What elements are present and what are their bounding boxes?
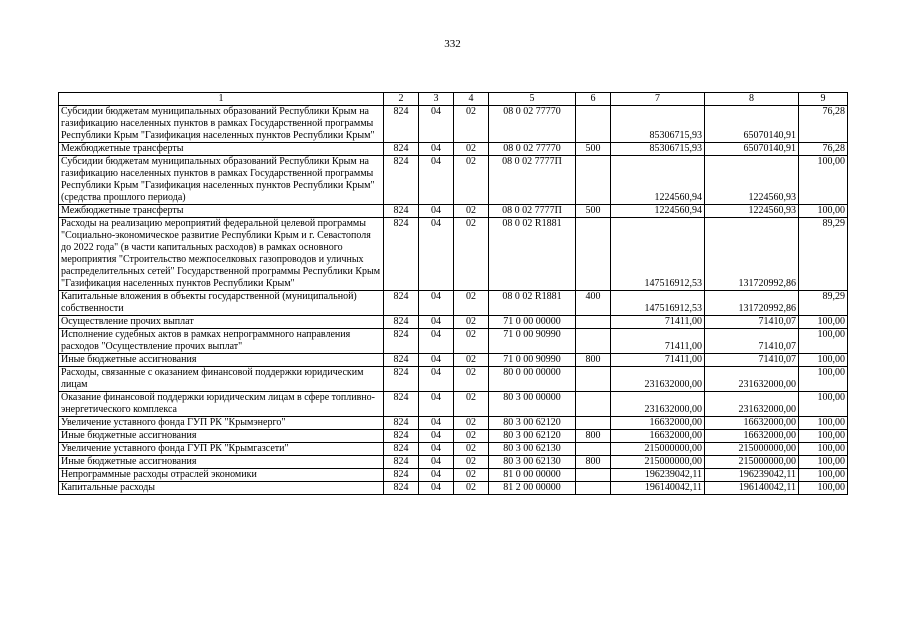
execution-percent: 76,28 <box>799 143 848 156</box>
subsection-code: 02 <box>454 316 489 329</box>
admin-code: 824 <box>384 329 419 354</box>
section-code: 04 <box>419 430 454 443</box>
planned-amount: 196140042,11 <box>611 482 705 495</box>
row-name: Увеличение уставного фонда ГУП РК "Крымэнерго" <box>59 417 384 430</box>
row-name: Капитальные вложения в объекты государственной (муниципальной) собственности <box>59 291 384 316</box>
section-code: 04 <box>419 482 454 495</box>
row-name: Иные бюджетные ассигнования <box>59 430 384 443</box>
row-name: Иные бюджетные ассигнования <box>59 354 384 367</box>
execution-percent: 100,00 <box>799 482 848 495</box>
expense-type-code: 800 <box>576 354 611 367</box>
executed-amount: 71410,07 <box>705 354 799 367</box>
target-article-code: 80 3 00 62120 <box>489 417 576 430</box>
executed-amount: 231632000,00 <box>705 367 799 392</box>
row-name: Непрограммные расходы отраслей экономики <box>59 469 384 482</box>
admin-code: 824 <box>384 443 419 456</box>
row-name: Осуществление прочих выплат <box>59 316 384 329</box>
planned-amount: 147516912,53 <box>611 291 705 316</box>
target-article-code: 80 3 00 62130 <box>489 456 576 469</box>
subsection-code: 02 <box>454 469 489 482</box>
admin-code: 824 <box>384 354 419 367</box>
planned-amount: 71411,00 <box>611 329 705 354</box>
target-article-code: 71 0 00 90990 <box>489 354 576 367</box>
target-article-code: 80 3 00 62130 <box>489 443 576 456</box>
admin-code: 824 <box>384 156 419 205</box>
section-code: 04 <box>419 218 454 291</box>
header-cell: 6 <box>576 93 611 106</box>
admin-code: 824 <box>384 367 419 392</box>
section-code: 04 <box>419 443 454 456</box>
subsection-code: 02 <box>454 392 489 417</box>
executed-amount: 231632000,00 <box>705 392 799 417</box>
planned-amount: 147516912,53 <box>611 218 705 291</box>
header-cell: 3 <box>419 93 454 106</box>
executed-amount: 1224560,93 <box>705 205 799 218</box>
subsection-code: 02 <box>454 482 489 495</box>
expense-type-code: 800 <box>576 456 611 469</box>
execution-percent: 100,00 <box>799 367 848 392</box>
execution-percent: 100,00 <box>799 443 848 456</box>
planned-amount: 215000000,00 <box>611 443 705 456</box>
planned-amount: 1224560,94 <box>611 205 705 218</box>
target-article-code: 80 3 00 00000 <box>489 392 576 417</box>
planned-amount: 215000000,00 <box>611 456 705 469</box>
subsection-code: 02 <box>454 417 489 430</box>
target-article-code: 08 0 02 77770 <box>489 106 576 143</box>
execution-percent: 100,00 <box>799 354 848 367</box>
header-cell: 9 <box>799 93 848 106</box>
execution-percent: 89,29 <box>799 291 848 316</box>
executed-amount: 71410,07 <box>705 329 799 354</box>
section-code: 04 <box>419 417 454 430</box>
executed-amount: 131720992,86 <box>705 291 799 316</box>
section-code: 04 <box>419 106 454 143</box>
execution-percent: 76,28 <box>799 106 848 143</box>
executed-amount: 215000000,00 <box>705 443 799 456</box>
expense-type-code <box>576 482 611 495</box>
table-row <box>59 316 848 329</box>
subsection-code: 02 <box>454 456 489 469</box>
section-code: 04 <box>419 205 454 218</box>
page-number: 332 <box>444 38 461 50</box>
planned-amount: 71411,00 <box>611 354 705 367</box>
header-cell: 7 <box>611 93 705 106</box>
execution-percent: 100,00 <box>799 156 848 205</box>
table-row <box>59 417 848 430</box>
expense-type-code <box>576 392 611 417</box>
subsection-code: 02 <box>454 430 489 443</box>
target-article-code: 08 0 02 R1881 <box>489 218 576 291</box>
target-article-code: 81 2 00 00000 <box>489 482 576 495</box>
header-cell: 2 <box>384 93 419 106</box>
row-name: Оказание финансовой поддержки юридическим лицам в сфере топливно-энергетического комплекса <box>59 392 384 417</box>
target-article-code: 08 0 02 7777П <box>489 205 576 218</box>
target-article-code: 08 0 02 77770 <box>489 143 576 156</box>
executed-amount: 16632000,00 <box>705 430 799 443</box>
table-row <box>59 430 848 443</box>
row-name: Субсидии бюджетам муниципальных образований Республики Крым на газификацию населенных пунктов в рамках Государственной программы Республики Крым "Газификация населенных пунктов Республики Крым" (средства прошлого периода) <box>59 156 384 205</box>
table-row <box>59 156 848 205</box>
header-cell: 4 <box>454 93 489 106</box>
planned-amount: 85306715,93 <box>611 106 705 143</box>
section-code: 04 <box>419 329 454 354</box>
executed-amount: 215000000,00 <box>705 456 799 469</box>
expense-type-code <box>576 218 611 291</box>
admin-code: 824 <box>384 456 419 469</box>
target-article-code: 71 0 00 90990 <box>489 329 576 354</box>
header-row <box>59 93 848 106</box>
expense-type-code: 800 <box>576 430 611 443</box>
table-row <box>59 143 848 156</box>
execution-percent: 100,00 <box>799 392 848 417</box>
table-row <box>59 456 848 469</box>
admin-code: 824 <box>384 392 419 417</box>
header-cell: 8 <box>705 93 799 106</box>
row-name: Иные бюджетные ассигнования <box>59 456 384 469</box>
expense-type-code: 500 <box>576 143 611 156</box>
header-cell: 1 <box>59 93 384 106</box>
planned-amount: 16632000,00 <box>611 430 705 443</box>
subsection-code: 02 <box>454 367 489 392</box>
section-code: 04 <box>419 143 454 156</box>
subsection-code: 02 <box>454 329 489 354</box>
target-article-code: 80 0 00 00000 <box>489 367 576 392</box>
table-row <box>59 329 848 354</box>
section-code: 04 <box>419 456 454 469</box>
section-code: 04 <box>419 291 454 316</box>
expense-type-code <box>576 156 611 205</box>
expense-type-code <box>576 316 611 329</box>
admin-code: 824 <box>384 417 419 430</box>
admin-code: 824 <box>384 482 419 495</box>
planned-amount: 231632000,00 <box>611 367 705 392</box>
row-name: Капитальные расходы <box>59 482 384 495</box>
row-name: Субсидии бюджетам муниципальных образований Республики Крым на газификацию населенных пунктов в рамках Государственной программы Республики Крым "Газификация населенных пунктов Республики Крым" <box>59 106 384 143</box>
execution-percent: 100,00 <box>799 329 848 354</box>
expense-type-code <box>576 469 611 482</box>
table-row <box>59 106 848 143</box>
subsection-code: 02 <box>454 218 489 291</box>
section-code: 04 <box>419 316 454 329</box>
admin-code: 824 <box>384 106 419 143</box>
subsection-code: 02 <box>454 443 489 456</box>
budget-table <box>58 92 848 495</box>
executed-amount: 1224560,93 <box>705 156 799 205</box>
expense-type-code <box>576 329 611 354</box>
executed-amount: 16632000,00 <box>705 417 799 430</box>
row-name: Расходы на реализацию мероприятий федеральной целевой программы "Социально-экономическое развитие Республики Крым и г. Севастополя до 2022 года" (в части капитальных расходов) в рамках основного мероприятия "Строительство межпоселковых газопроводов и уличных распределительных сетей" Государственной программы Республики Крым "Газификация населенных пунктов Республики Крым" <box>59 218 384 291</box>
planned-amount: 1224560,94 <box>611 156 705 205</box>
execution-percent: 100,00 <box>799 316 848 329</box>
execution-percent: 89,29 <box>799 218 848 291</box>
row-name: Расходы, связанные с оказанием финансовой поддержки юридическим лицам <box>59 367 384 392</box>
expense-type-code <box>576 417 611 430</box>
executed-amount: 71410,07 <box>705 316 799 329</box>
expense-type-code <box>576 367 611 392</box>
table-row <box>59 469 848 482</box>
executed-amount: 196239042,11 <box>705 469 799 482</box>
row-name: Межбюджетные трансферты <box>59 205 384 218</box>
table-row <box>59 482 848 495</box>
planned-amount: 85306715,93 <box>611 143 705 156</box>
admin-code: 824 <box>384 469 419 482</box>
admin-code: 824 <box>384 205 419 218</box>
execution-percent: 100,00 <box>799 205 848 218</box>
row-name: Увеличение уставного фонда ГУП РК "Крымгазсети" <box>59 443 384 456</box>
section-code: 04 <box>419 392 454 417</box>
admin-code: 824 <box>384 218 419 291</box>
executed-amount: 196140042,11 <box>705 482 799 495</box>
section-code: 04 <box>419 469 454 482</box>
subsection-code: 02 <box>454 354 489 367</box>
row-name: Межбюджетные трансферты <box>59 143 384 156</box>
table-row <box>59 367 848 392</box>
executed-amount: 65070140,91 <box>705 143 799 156</box>
planned-amount: 71411,00 <box>611 316 705 329</box>
target-article-code: 81 0 00 00000 <box>489 469 576 482</box>
target-article-code: 71 0 00 00000 <box>489 316 576 329</box>
subsection-code: 02 <box>454 156 489 205</box>
table-row <box>59 218 848 291</box>
section-code: 04 <box>419 156 454 205</box>
expense-type-code <box>576 443 611 456</box>
subsection-code: 02 <box>454 291 489 316</box>
admin-code: 824 <box>384 430 419 443</box>
section-code: 04 <box>419 354 454 367</box>
table-row <box>59 443 848 456</box>
execution-percent: 100,00 <box>799 430 848 443</box>
planned-amount: 196239042,11 <box>611 469 705 482</box>
subsection-code: 02 <box>454 106 489 143</box>
table-row <box>59 392 848 417</box>
expense-type-code: 500 <box>576 205 611 218</box>
table-row <box>59 205 848 218</box>
target-article-code: 08 0 02 7777П <box>489 156 576 205</box>
admin-code: 824 <box>384 316 419 329</box>
admin-code: 824 <box>384 291 419 316</box>
admin-code: 824 <box>384 143 419 156</box>
planned-amount: 16632000,00 <box>611 417 705 430</box>
table-row <box>59 354 848 367</box>
target-article-code: 08 0 02 R1881 <box>489 291 576 316</box>
subsection-code: 02 <box>454 205 489 218</box>
executed-amount: 131720992,86 <box>705 218 799 291</box>
subsection-code: 02 <box>454 143 489 156</box>
execution-percent: 100,00 <box>799 469 848 482</box>
execution-percent: 100,00 <box>799 456 848 469</box>
header-cell: 5 <box>489 93 576 106</box>
expense-type-code <box>576 106 611 143</box>
section-code: 04 <box>419 367 454 392</box>
planned-amount: 231632000,00 <box>611 392 705 417</box>
target-article-code: 80 3 00 62120 <box>489 430 576 443</box>
execution-percent: 100,00 <box>799 417 848 430</box>
row-name: Исполнение судебных актов в рамках непрограммного направления расходов "Осуществление прочих выплат" <box>59 329 384 354</box>
executed-amount: 65070140,91 <box>705 106 799 143</box>
table-row <box>59 291 848 316</box>
expense-type-code: 400 <box>576 291 611 316</box>
